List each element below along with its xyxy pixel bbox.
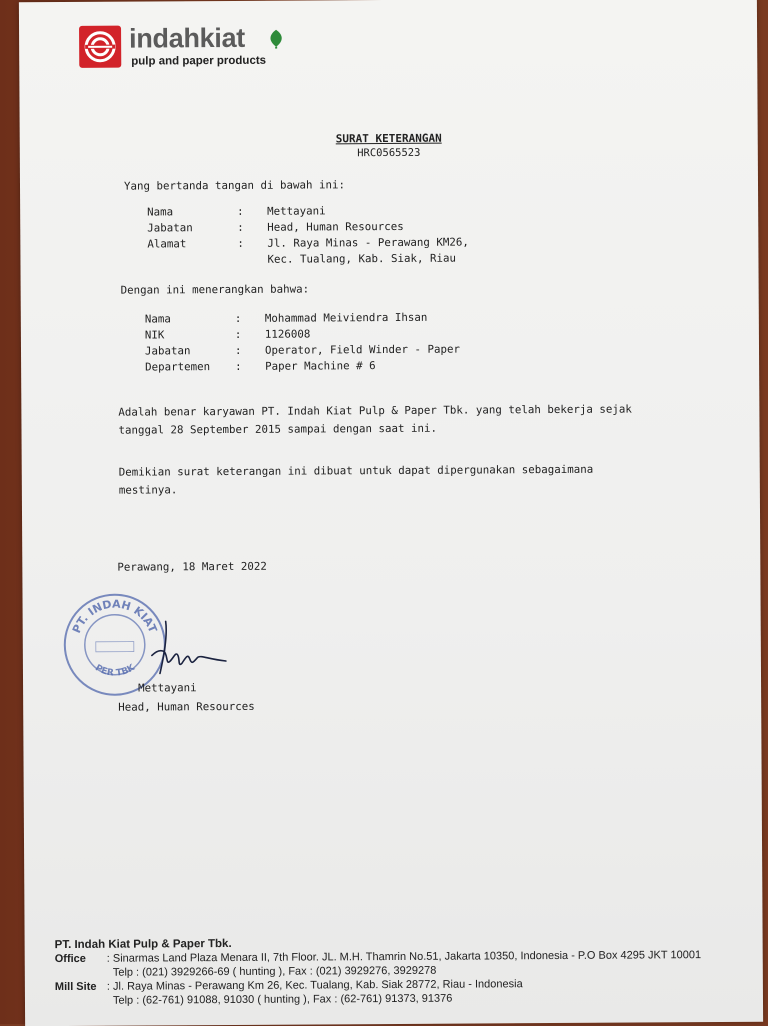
employment-statement bbox=[118, 401, 632, 440]
field-label: Departemen bbox=[145, 359, 235, 376]
closing-statement-line: mestinya. bbox=[119, 479, 594, 500]
footer-mill-address: : Jl. Raya Minas - Perawang Km 26, Kec. Tualang, Kab. Siak 28772, Riau - Indonesia bbox=[107, 976, 755, 994]
field-value: Kec. Tualang, Kab. Siak, Riau bbox=[267, 251, 456, 268]
logo-wordmark: indahkiat bbox=[129, 23, 245, 55]
field-label: Jabatan bbox=[145, 343, 235, 360]
reference-number: HRC0565523 bbox=[20, 145, 758, 162]
field-separator: : bbox=[235, 311, 265, 327]
footer-company-name: PT. Indah Kiat Pulp & Paper Tbk. bbox=[55, 934, 755, 952]
field-separator: : bbox=[235, 343, 265, 359]
signature-block bbox=[117, 588, 318, 709]
stamp-text-top: PT. INDAH KIAT bbox=[70, 597, 160, 635]
field-value: 1126008 bbox=[265, 326, 311, 342]
field-label: Jabatan bbox=[147, 220, 237, 237]
signer-title: Head, Human Resources bbox=[118, 700, 255, 714]
stamp-text-bottom: PER TBK bbox=[93, 662, 137, 678]
field-label: Nama bbox=[147, 204, 237, 221]
logo-tagline: pulp and paper products bbox=[131, 55, 266, 68]
field-separator: : bbox=[237, 220, 267, 236]
field-value: Mettayani bbox=[267, 203, 326, 219]
field-separator: : bbox=[237, 204, 267, 220]
signatory-fields bbox=[147, 203, 469, 269]
signatory-position-row bbox=[147, 219, 469, 237]
closing-statement bbox=[119, 461, 594, 500]
intro-text: Yang bertanda tangan di bawah ini: bbox=[124, 176, 345, 195]
field-label: Alamat bbox=[147, 236, 237, 253]
letterhead-footer bbox=[55, 934, 755, 1008]
field-value: Operator, Field Winder - Paper bbox=[265, 342, 460, 359]
field-value: Jl. Raya Minas - Perawang KM26, bbox=[267, 235, 469, 252]
signer-name: Mettayani bbox=[138, 681, 197, 694]
employee-nik-row bbox=[145, 326, 460, 344]
signatory-name-row bbox=[147, 203, 469, 221]
employment-statement-line: Adalah benar karyawan PT. Indah Kiat Pulp & Paper Tbk. yang telah bekerja sejak bbox=[118, 401, 632, 422]
field-separator: : bbox=[235, 327, 265, 343]
field-separator: : bbox=[237, 236, 267, 252]
footer-mill-row bbox=[55, 976, 755, 1008]
employee-department-row bbox=[145, 358, 460, 376]
footer-mill-label: Mill Site bbox=[55, 980, 107, 1008]
letter-page bbox=[19, 0, 763, 1026]
field-value: Mohammad Meiviendra Ihsan bbox=[265, 310, 428, 327]
employee-fields bbox=[145, 310, 460, 376]
employee-position-row bbox=[145, 342, 460, 360]
svg-text:PER TBK bbox=[93, 662, 137, 678]
closing-statement-line: Demikian surat keterangan ini dibuat untuk dapat dipergunakan sebagaimana bbox=[119, 461, 594, 482]
concentric-circle-logo-icon bbox=[79, 26, 121, 68]
footer-office-telephone: Telp : (021) 3929266-69 ( hunting ), Fax : (021) 3929276, 3929278 bbox=[107, 962, 755, 980]
handwritten-signature bbox=[138, 611, 228, 682]
field-label: NIK bbox=[145, 327, 235, 344]
field-value: Head, Human Resources bbox=[267, 219, 404, 236]
employment-statement-line: tanggal 28 September 2015 sampai dengan saat ini. bbox=[118, 419, 632, 440]
signatory-address-row-2 bbox=[147, 251, 469, 269]
statement-intro: Dengan ini menerangkan bahwa: bbox=[121, 280, 310, 299]
document-title: SURAT KETERANGAN bbox=[20, 130, 758, 148]
field-label: Nama bbox=[145, 311, 235, 328]
place-date: Perawang, 18 Maret 2022 bbox=[117, 558, 267, 577]
footer-office-label: Office bbox=[55, 952, 107, 980]
footer-mill-telephone: Telp : (62-761) 91088, 91030 ( hunting ), Fax : (62-761) 91373, 91376 bbox=[107, 990, 755, 1008]
field-value: Paper Machine # 6 bbox=[265, 358, 376, 375]
company-logo bbox=[79, 23, 299, 72]
footer-office-row bbox=[55, 948, 755, 980]
signatory-address-row bbox=[147, 235, 469, 253]
employee-name-row bbox=[145, 310, 460, 328]
footer-office-address: : Sinarmas Land Plaza Menara II, 7th Floor. JL. M.H. Thamrin No.51, Jakarta 10350, Indonesia - P.O Box 4295 JKT 10001 bbox=[107, 948, 755, 966]
green-leaf-icon bbox=[267, 29, 285, 49]
field-separator: : bbox=[235, 359, 265, 375]
